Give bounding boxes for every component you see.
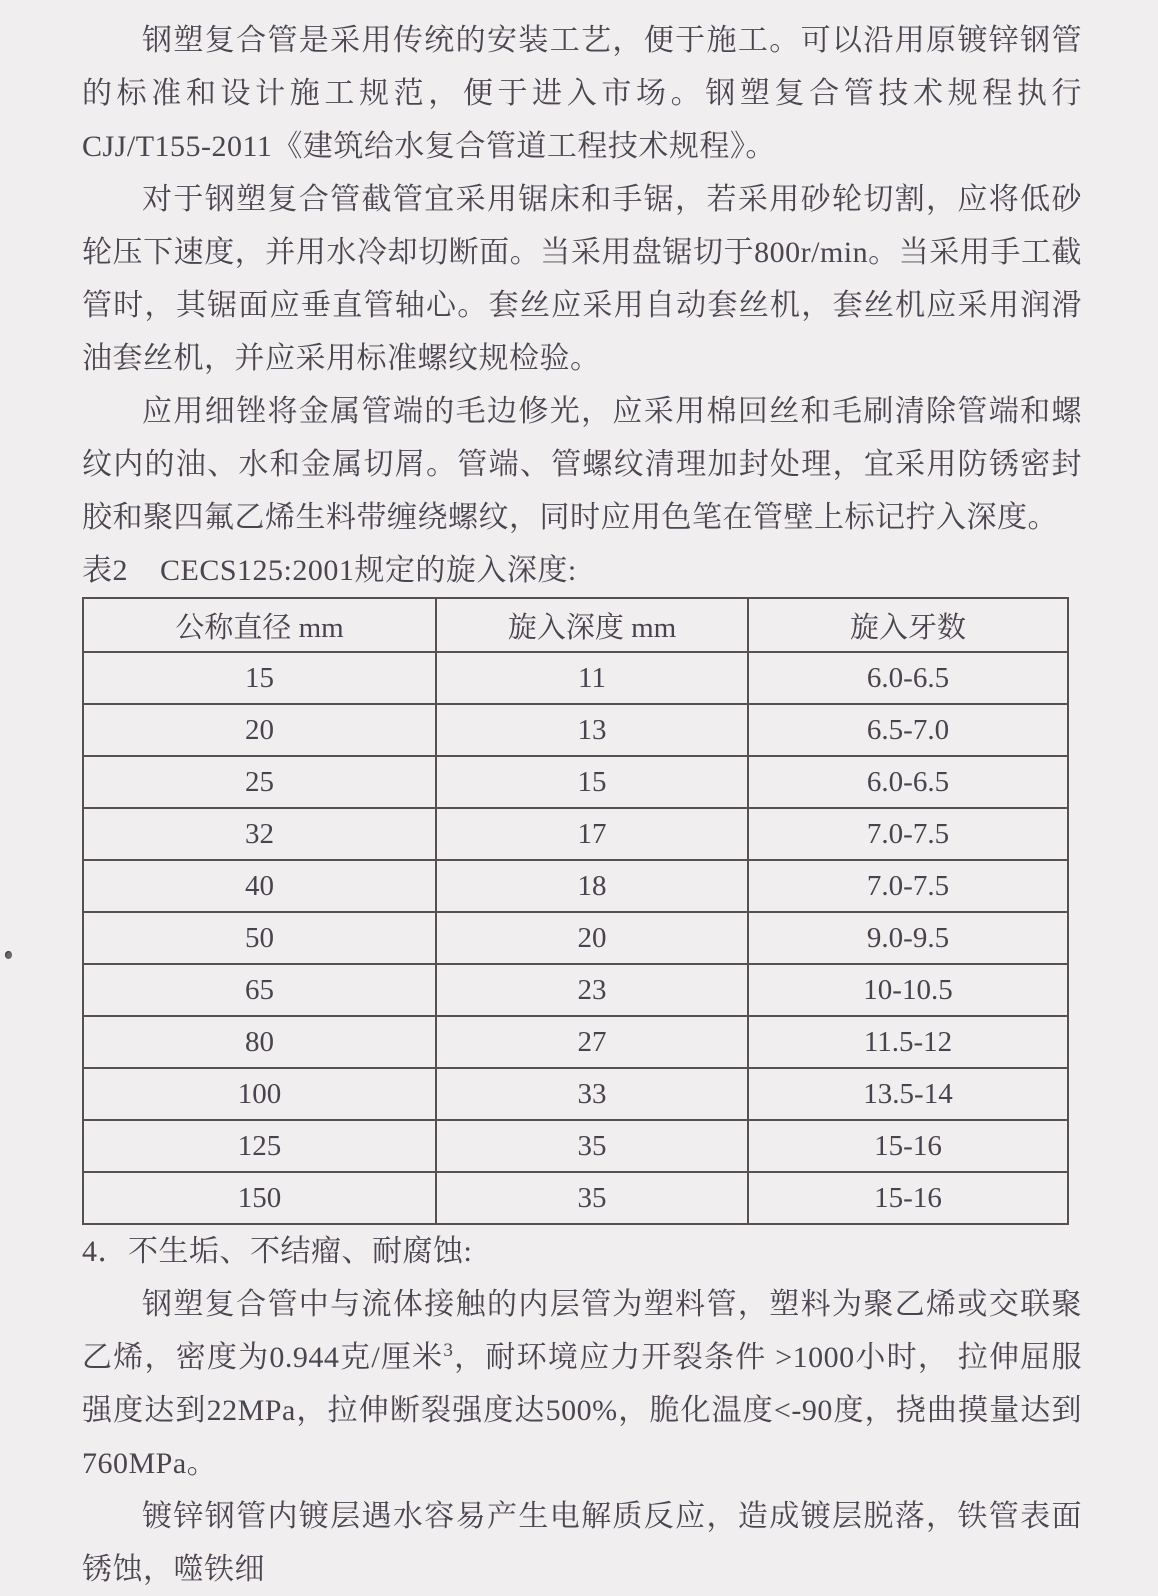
table-cell: 80 — [83, 1016, 436, 1068]
table-cell: 25 — [83, 756, 436, 808]
table-row — [83, 652, 1068, 704]
table-row — [83, 912, 1068, 964]
scan-speck-artifact — [5, 951, 12, 959]
table-cell: 40 — [83, 860, 436, 912]
table-cell: 35 — [436, 1120, 748, 1172]
table-cell: 33 — [436, 1068, 748, 1120]
table-cell: 15 — [83, 652, 436, 704]
table-cell: 6.0-6.5 — [748, 756, 1068, 808]
table-row — [83, 808, 1068, 860]
table-cell: 32 — [83, 808, 436, 860]
table-cell: 7.0-7.5 — [748, 860, 1068, 912]
table-cell: 35 — [436, 1172, 748, 1224]
table-cell: 100 — [83, 1068, 436, 1120]
table-header-row — [83, 598, 1068, 652]
inner-pipe-text-start: 钢塑复合管中与流体接触的内层管为塑料管，塑料为聚乙烯或交联聚乙烯，密度为0.944克/厘米 — [82, 1288, 1082, 1374]
table-cell: 20 — [83, 704, 436, 756]
inner-pipe-text-end: ，耐环境应力开裂条件 >1000小时， 拉伸屈服强度达到22MPa，拉伸断裂强度达500%，脆化温度<-90度，挠曲摸量达到760MPa。 — [82, 1341, 1082, 1480]
table-cell: 6.0-6.5 — [748, 652, 1068, 704]
table-cell: 23 — [436, 964, 748, 1016]
table-caption-label: 表2 — [82, 554, 128, 587]
table-cell: 7.0-7.5 — [748, 808, 1068, 860]
paragraph-intro: 钢塑复合管是采用传统的安装工艺，便于施工。可以沿用原镀锌钢管的标准和设计施工规范，便于进入市场。钢塑复合管技术规程执行CJJ/T155-2011《建筑给水复合管道工程技术规程》。 — [82, 24, 1082, 163]
table-cell: 13.5-14 — [748, 1068, 1068, 1120]
header-nominal-diameter: 公称直径 mm — [83, 598, 436, 652]
table-cell: 15 — [436, 756, 748, 808]
table-cell: 10-10.5 — [748, 964, 1068, 1016]
table-row — [83, 756, 1068, 808]
table-row — [83, 860, 1068, 912]
table-cell: 15-16 — [748, 1120, 1068, 1172]
table-row — [83, 1016, 1068, 1068]
paragraph-filing: 应用细锉将金属管端的毛边修光，应采用棉回丝和毛刷清除管端和螺纹内的油、水和金属切屑。管端、管螺纹清理加封处理，宜采用防锈密封胶和聚四氟乙烯生料带缠绕螺纹，同时应用色笔在管壁上标记拧入深度。 — [82, 395, 1082, 534]
table-cell: 9.0-9.5 — [748, 912, 1068, 964]
paragraph-cutting: 对于钢塑复合管截管宜采用锯床和手锯，若采用砂轮切割，应将低砂轮压下速度，并用水冷却切断面。当采用盘锯切于800r/min。当采用手工截管时，其锯面应垂直管轴心。套丝应采用自动套丝机，套丝机应采用润滑油套丝机，并应采用标准螺纹规检验。 — [82, 183, 1082, 375]
table-cell: 65 — [83, 964, 436, 1016]
table-cell: 18 — [436, 860, 748, 912]
paragraph-inner-pipe — [82, 1278, 1082, 1490]
table-cell: 17 — [436, 808, 748, 860]
table-row — [83, 704, 1068, 756]
table-cell: 20 — [436, 912, 748, 964]
table-cell: 150 — [83, 1172, 436, 1224]
table-row — [83, 1172, 1068, 1224]
table-row — [83, 1068, 1068, 1120]
table-cell: 15-16 — [748, 1172, 1068, 1224]
table-cell: 50 — [83, 912, 436, 964]
table-cell: 6.5-7.0 — [748, 704, 1068, 756]
section-4-heading: 4．不生垢、不结瘤、耐腐蚀: — [82, 1235, 473, 1268]
header-screw-depth: 旋入深度 mm — [436, 598, 748, 652]
table-cell: 27 — [436, 1016, 748, 1068]
table-cell: 13 — [436, 704, 748, 756]
table-caption-text: CECS125:2001规定的旋入深度: — [160, 554, 577, 587]
screw-in-depth-table — [82, 597, 1069, 1225]
header-thread-count: 旋入牙数 — [748, 598, 1068, 652]
superscript-3: 3 — [443, 1340, 454, 1361]
paragraph-galvanized: 镀锌钢管内镀层遇水容易产生电解质反应，造成镀层脱落，铁管表面锈蚀，噬铁细 — [82, 1500, 1082, 1586]
table-caption — [82, 544, 1082, 597]
table-cell: 11.5-12 — [748, 1016, 1068, 1068]
table-row — [83, 1120, 1068, 1172]
table-cell: 125 — [83, 1120, 436, 1172]
table-row — [83, 964, 1068, 1016]
table-cell: 11 — [436, 652, 748, 704]
